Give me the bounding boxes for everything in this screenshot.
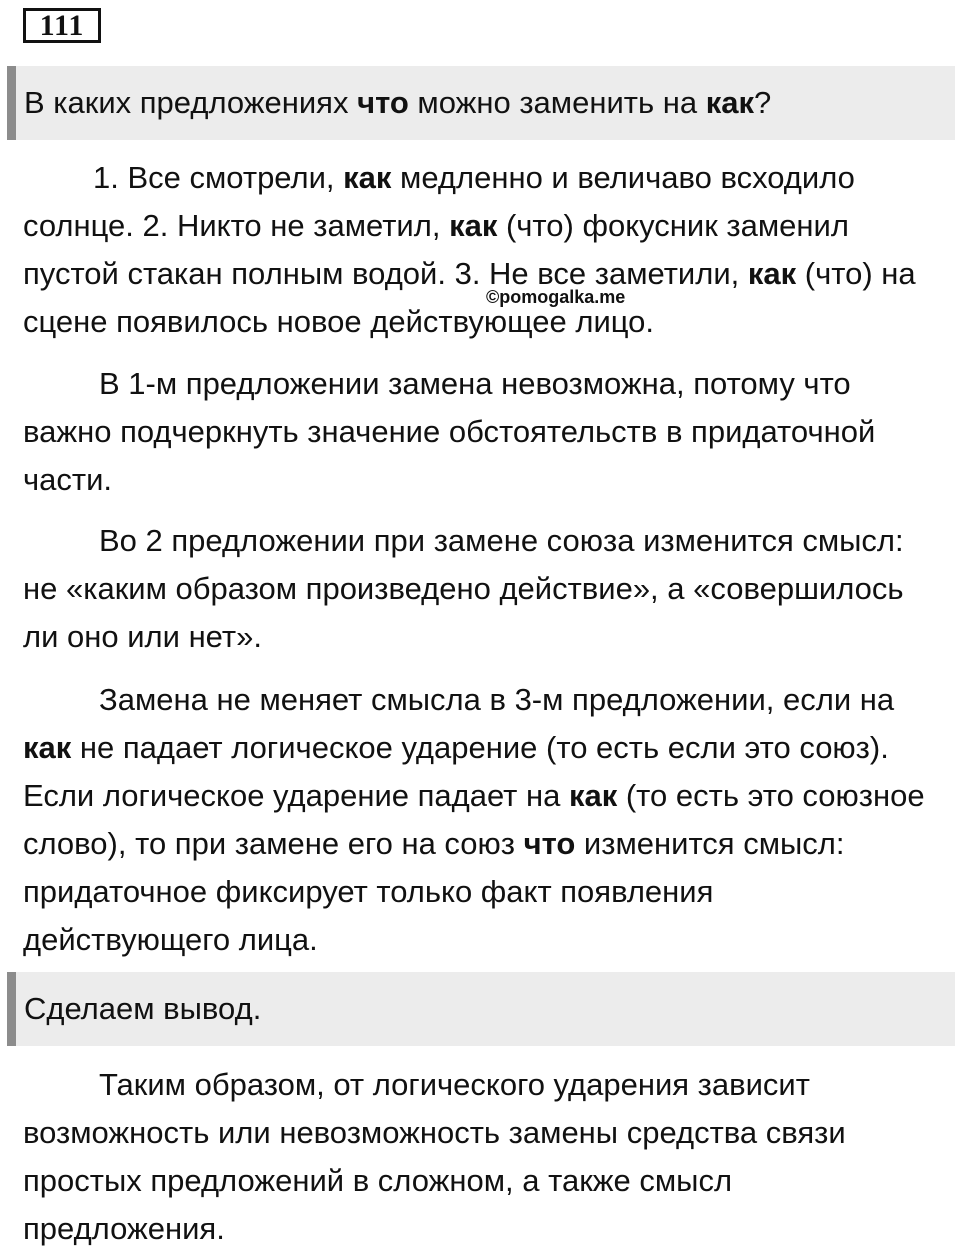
question-bar — [7, 66, 955, 140]
conclusion-heading: Сделаем вывод. — [24, 991, 262, 1026]
explanation-paragraph-2: Во 2 предложении при замене союза изменится смысл: не «каким образом произведено действие», а «совершилось ли оно или нет». — [23, 523, 904, 654]
question-text: В каких предложениях что можно заменить на как? — [24, 85, 772, 120]
explanation-paragraph-3: Замена не меняет смысла в 3-м предложении, если на как не падает логическое ударение (то есть если это союз). Если логическое ударение падает на как (то есть это союзное слово), то при замене его на союз что изменится смысл: придаточное фиксирует только факт появления действующего лица. — [23, 682, 925, 957]
conclusion-paragraph: Таким образом, от логического ударения зависит возможность или невозможность замены средства связи простых предложений в сложном, а также смысл предложения. — [23, 1067, 846, 1246]
conclusion-heading-bar — [7, 972, 955, 1046]
explanation-paragraph-1: В 1-м предложении замена невозможна, потому что важно подчеркнуть значение обстоятельств в придаточной части. — [23, 366, 876, 497]
examples-paragraph: 1. Все смотрели, как медленно и величаво всходило солнце. 2. Никто не заметил, как (что) фокусник заменил пустой стакан полным водой. 3. Не все заметили, как (что) на сцене появилось новое действующее лицо. — [23, 160, 916, 339]
task-number-box: 111 — [23, 8, 101, 43]
watermark: ©pomogalka.me — [486, 287, 626, 307]
